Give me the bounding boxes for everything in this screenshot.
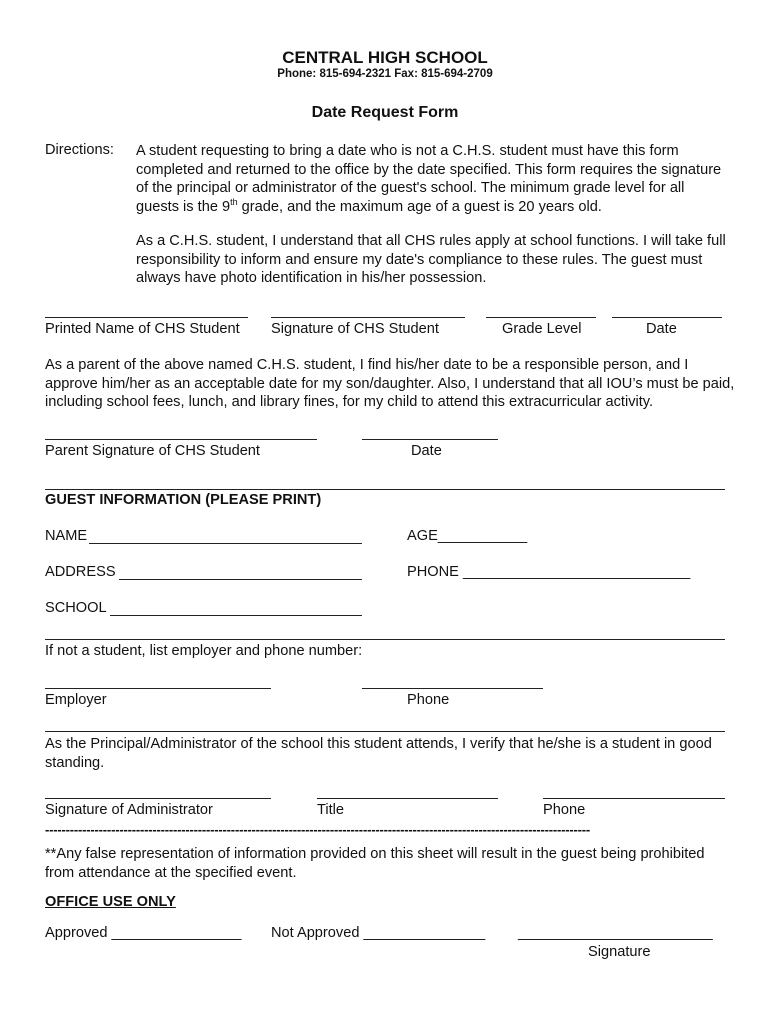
parent-signature-label: Parent Signature of CHS Student: [45, 443, 260, 459]
form-title: Date Request Form: [311, 104, 459, 121]
office-signature-line[interactable]: ________________________: [518, 925, 713, 941]
admin-divider: [45, 731, 725, 732]
office-signature-label: Signature: [588, 944, 651, 960]
grade-level-line[interactable]: [486, 317, 596, 318]
school-contact: Phone: 815-694-2321 Fax: 815-694-2709: [277, 68, 493, 80]
parent-date-label: Date: [411, 443, 442, 459]
directions-paragraph-1: A student requesting to bring a date who is not a C.H.S. student must have this form completed and returned to the office by the date specified. This form requires the signature of the principal or administrator of the guest's school. The minimum grade level for all guests is the 9th grade, and the maximum age of a guest is 20 years old.: [136, 143, 722, 215]
student-signature-line[interactable]: [271, 317, 465, 318]
guest-name-label: NAME: [45, 528, 88, 544]
printed-name-label: Printed Name of CHS Student: [45, 321, 240, 337]
employer-divider: [45, 639, 725, 640]
employer-line[interactable]: [45, 688, 271, 689]
admin-phone-label: Phone: [543, 802, 586, 818]
guest-phone-field[interactable]: PHONE ____________________________: [407, 564, 691, 580]
employer-phone-label: Phone: [407, 692, 450, 708]
parent-date-line[interactable]: [362, 439, 498, 440]
office-use-heading: OFFICE USE ONLY: [45, 894, 176, 910]
student-signature-label: Signature of CHS Student: [271, 321, 439, 337]
admin-statement: As the Principal/Administrator of the school this student attends, I verify that he/she is a student in good standing.: [45, 736, 712, 771]
directions-paragraph-2: As a C.H.S. student, I understand that all CHS rules apply at school functions. I will take full responsibility to inform and ensure my date's compliance to these rules. The guest must always have photo identification in his/her possession.: [136, 233, 726, 286]
guest-address-label: ADDRESS: [45, 564, 116, 580]
employer-note: If not a student, list employer and phone number:: [45, 643, 363, 659]
admin-signature-label: Signature of Administrator: [45, 802, 213, 818]
admin-title-line[interactable]: [317, 798, 498, 799]
guest-name-line[interactable]: [89, 543, 362, 544]
not-approved-field[interactable]: Not Approved _______________: [271, 925, 486, 941]
printed-name-line[interactable]: [45, 317, 248, 318]
admin-title-label: Title: [317, 802, 345, 818]
guest-age-field[interactable]: AGE___________: [407, 528, 528, 544]
employer-label: Employer: [45, 692, 107, 708]
guest-school-line[interactable]: [110, 615, 362, 616]
dashed-divider: ------------------------------------------------------------------------------------------------------------------------------------: [45, 822, 591, 837]
admin-signature-line[interactable]: [45, 798, 271, 799]
false-representation-warning: **Any false representation of information provided on this sheet will result in the guest being prohibited from attendance at the specified event.: [45, 846, 705, 881]
directions-label: Directions:: [45, 142, 114, 158]
guest-address-line[interactable]: [119, 579, 362, 580]
employer-phone-line[interactable]: [362, 688, 543, 689]
student-date-line[interactable]: [612, 317, 722, 318]
guest-heading: GUEST INFORMATION (PLEASE PRINT): [45, 492, 322, 508]
admin-phone-line[interactable]: [543, 798, 725, 799]
grade-level-label: Grade Level: [502, 321, 582, 337]
parent-signature-line[interactable]: [45, 439, 317, 440]
guest-section-divider: [45, 489, 725, 490]
student-date-label: Date: [646, 321, 677, 337]
guest-school-label: SCHOOL: [45, 600, 107, 616]
parent-statement: As a parent of the above named C.H.S. student, I find his/her date to be a responsible person, and I approve him/her as an acceptable date for my son/daughter. Also, I understand that all IOU’s must be paid, including school fees, lunch, and library fines, for my child to attend this extracurricular activity.: [45, 357, 735, 410]
school-name: CENTRAL HIGH SCHOOL: [282, 48, 488, 67]
approved-field[interactable]: Approved ________________: [45, 925, 242, 941]
